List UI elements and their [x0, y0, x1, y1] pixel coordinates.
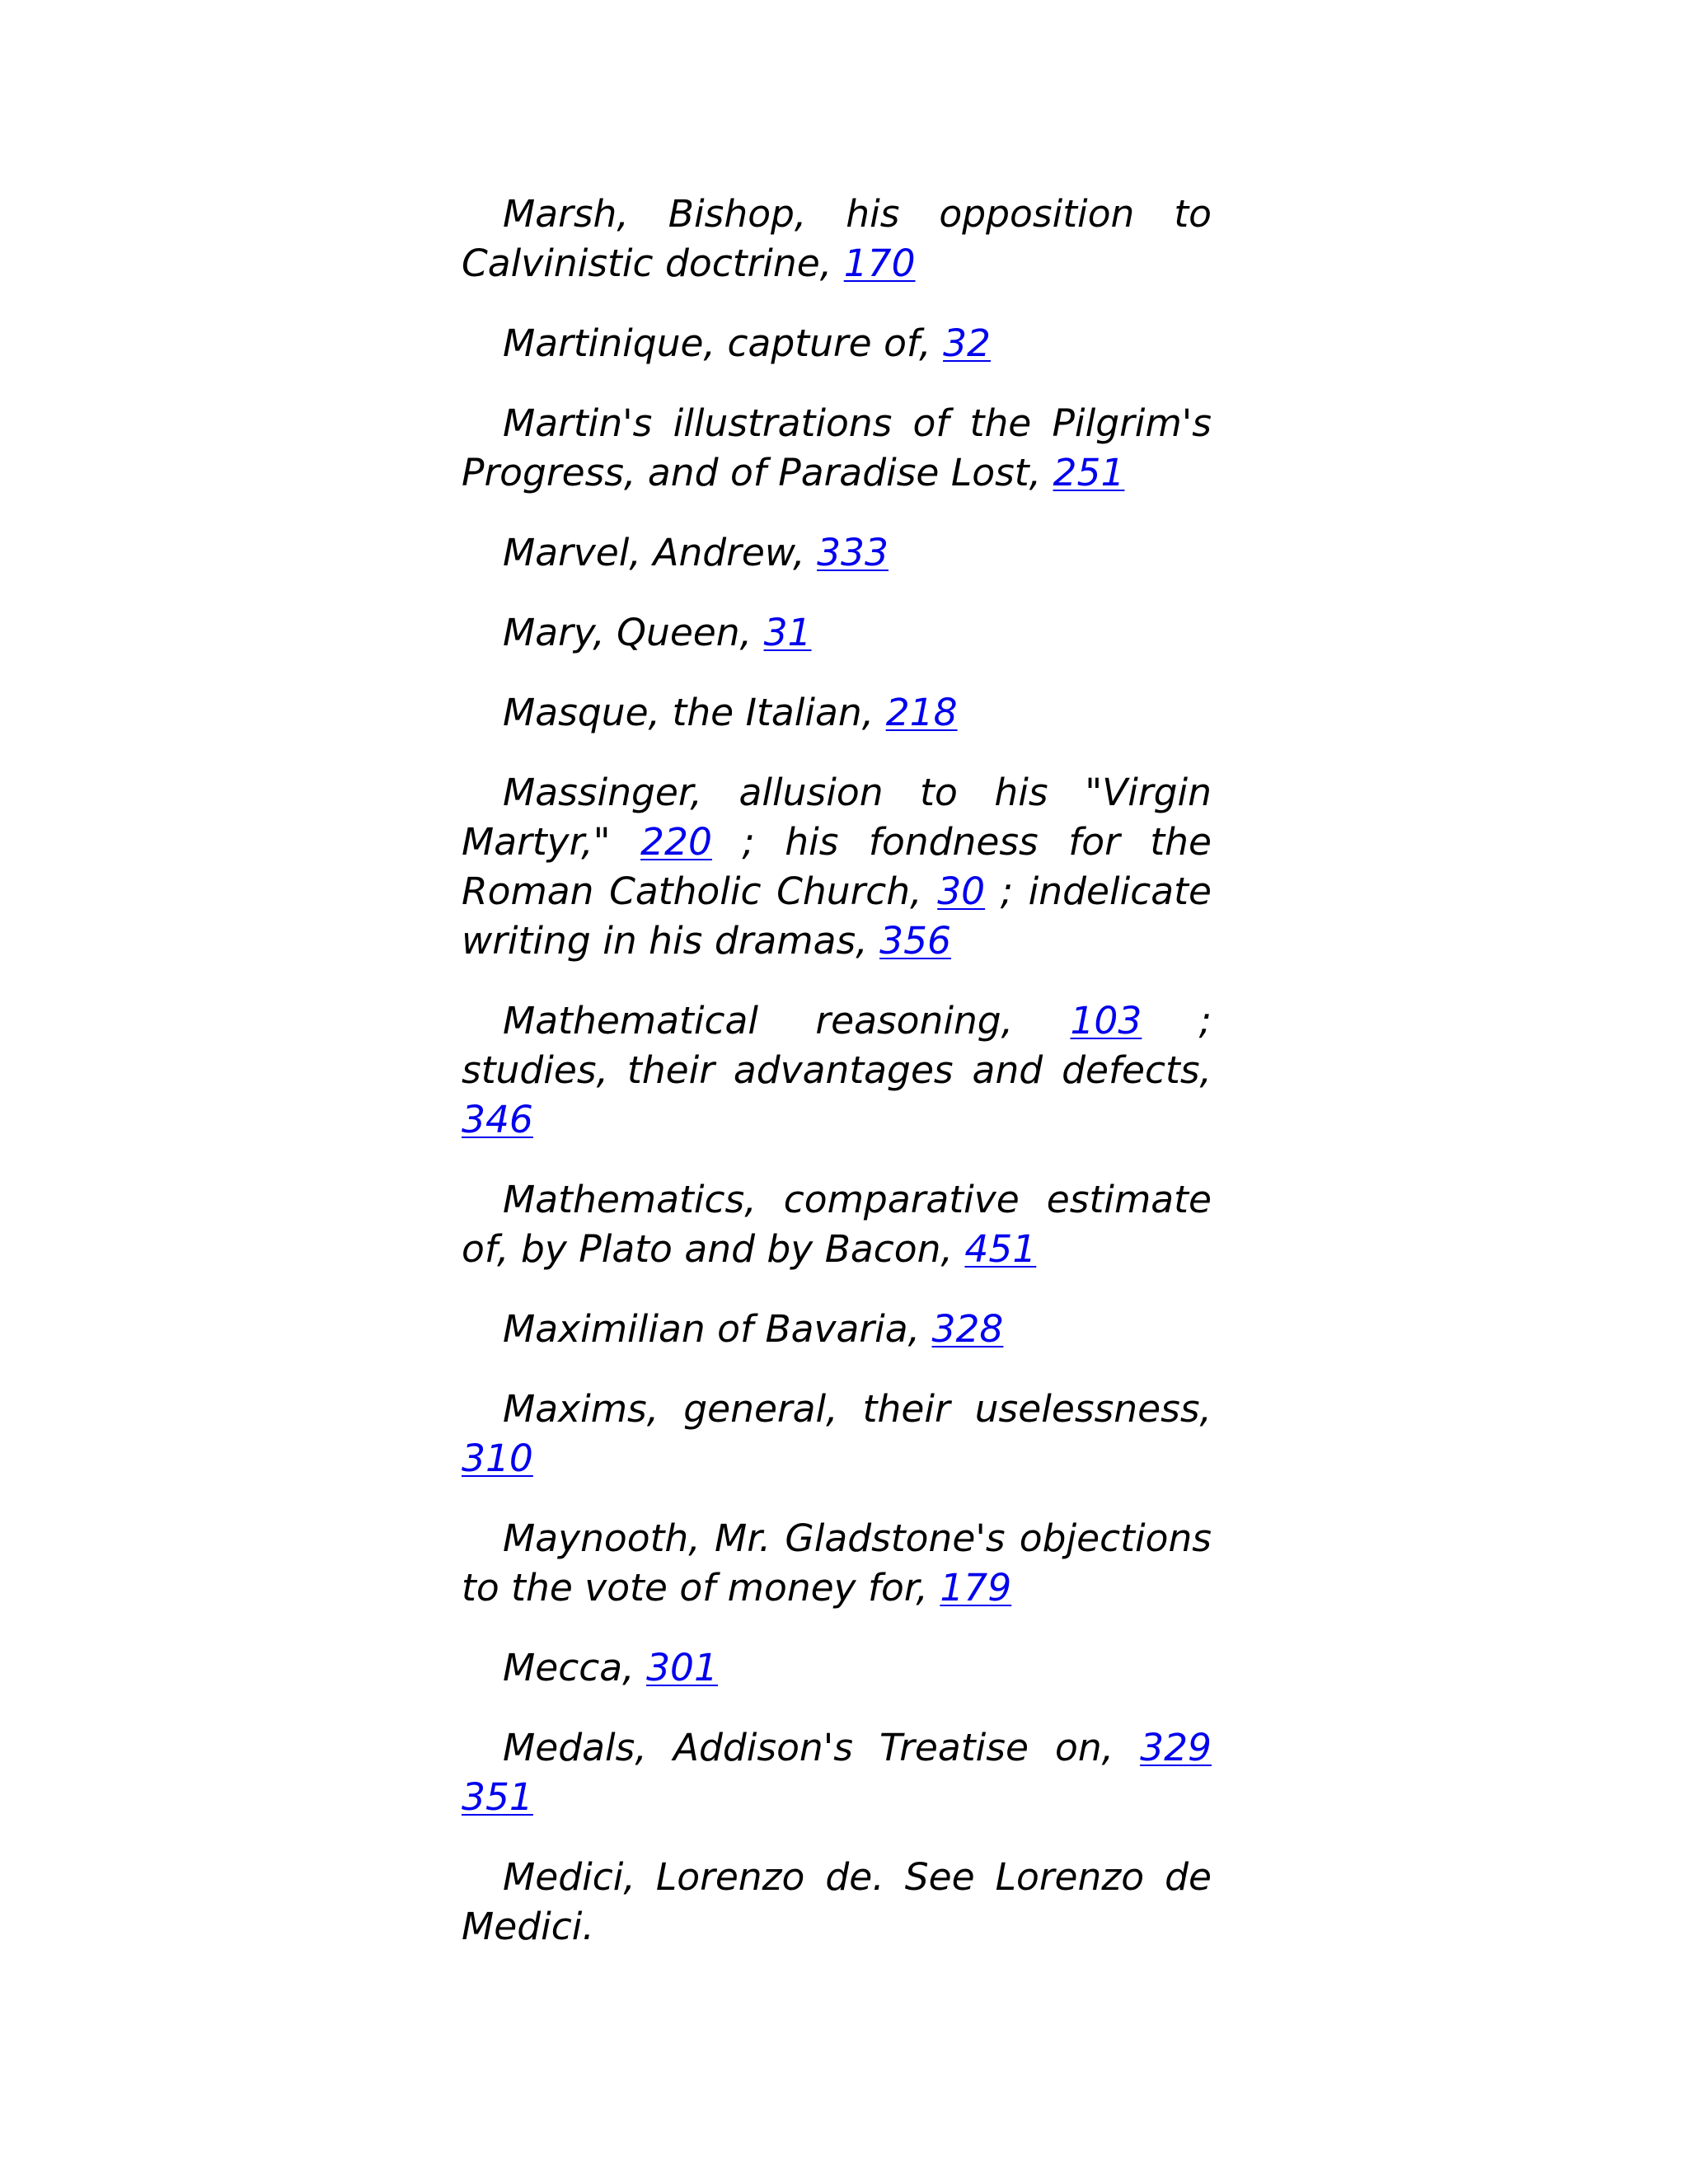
index-entry: [462, 190, 1212, 288]
entry-text: ; studies, their advantages and defects,: [462, 999, 1212, 1092]
index-page: [462, 190, 1212, 1982]
entry-text: Maxims, general, their uselessness,: [503, 1387, 1212, 1431]
index-entry-list: [462, 190, 1212, 1952]
entry-text: ; his fondness for the Roman Catholic Church,: [462, 820, 1212, 913]
page-link[interactable]: 251: [1053, 451, 1125, 494]
index-entry: [462, 608, 1212, 658]
entry-text: Mathematical reasoning,: [503, 999, 1071, 1043]
entry-text: Massinger, allusion to his "Virgin Martyr,": [462, 771, 1212, 864]
entry-text: ; indelicate writing in his dramas,: [462, 869, 1212, 963]
index-entry: [462, 996, 1212, 1145]
page-link[interactable]: 451: [964, 1227, 1037, 1271]
index-entry: [462, 768, 1212, 966]
page-link[interactable]: 179: [940, 1566, 1012, 1610]
page-link[interactable]: 333: [817, 531, 889, 574]
page-link[interactable]: 328: [931, 1307, 1004, 1351]
entry-text: Marvel, Andrew,: [503, 531, 818, 574]
entry-text: Maximilian of Bavaria,: [503, 1307, 932, 1351]
index-entry: [462, 1385, 1212, 1483]
page-link[interactable]: 301: [646, 1646, 718, 1690]
page-link[interactable]: 31: [763, 611, 812, 654]
page-link[interactable]: 310: [462, 1436, 533, 1480]
page-link[interactable]: 351: [462, 1775, 533, 1819]
index-entry: [462, 399, 1212, 498]
page-link[interactable]: 170: [843, 241, 916, 285]
entry-text: Martin's illustrations of the Pilgrim's Progress, and of Paradise Lost,: [462, 401, 1212, 494]
entry-text: Mathematics, comparative estimate of, by Plato and by Bacon,: [462, 1178, 1212, 1271]
page-link[interactable]: 103: [1070, 999, 1142, 1043]
index-entry: [462, 688, 1212, 738]
index-entry: [462, 1853, 1212, 1952]
index-entry: [462, 319, 1212, 368]
page-link[interactable]: 356: [879, 919, 951, 963]
entry-text: Medici, Lorenzo de. See Lorenzo de Medici.: [462, 1855, 1212, 1948]
entry-text: Mary, Queen,: [503, 611, 764, 654]
entry-text: Maynooth, Mr. Gladstone's objections to the vote of money for,: [462, 1516, 1212, 1610]
page-link[interactable]: 329: [1140, 1726, 1212, 1769]
page-link[interactable]: 346: [462, 1098, 533, 1141]
entry-text: Marsh, Bishop, his opposition to Calvinistic doctrine,: [462, 192, 1212, 285]
index-entry: [462, 528, 1212, 578]
entry-text: Masque, the Italian,: [503, 691, 886, 734]
entry-text: Martinique, capture of,: [503, 321, 944, 365]
index-entry: [462, 1305, 1212, 1354]
entry-text: Medals, Addison's Treatise on,: [503, 1726, 1141, 1769]
entry-text: Mecca,: [503, 1646, 647, 1690]
index-entry: [462, 1514, 1212, 1613]
index-entry: [462, 1643, 1212, 1693]
page-link[interactable]: 30: [937, 869, 986, 913]
index-entry: [462, 1175, 1212, 1274]
page-link[interactable]: 32: [943, 321, 991, 365]
index-entry: [462, 1723, 1212, 1822]
page-link[interactable]: 218: [885, 691, 958, 734]
page-link[interactable]: 220: [640, 820, 712, 864]
